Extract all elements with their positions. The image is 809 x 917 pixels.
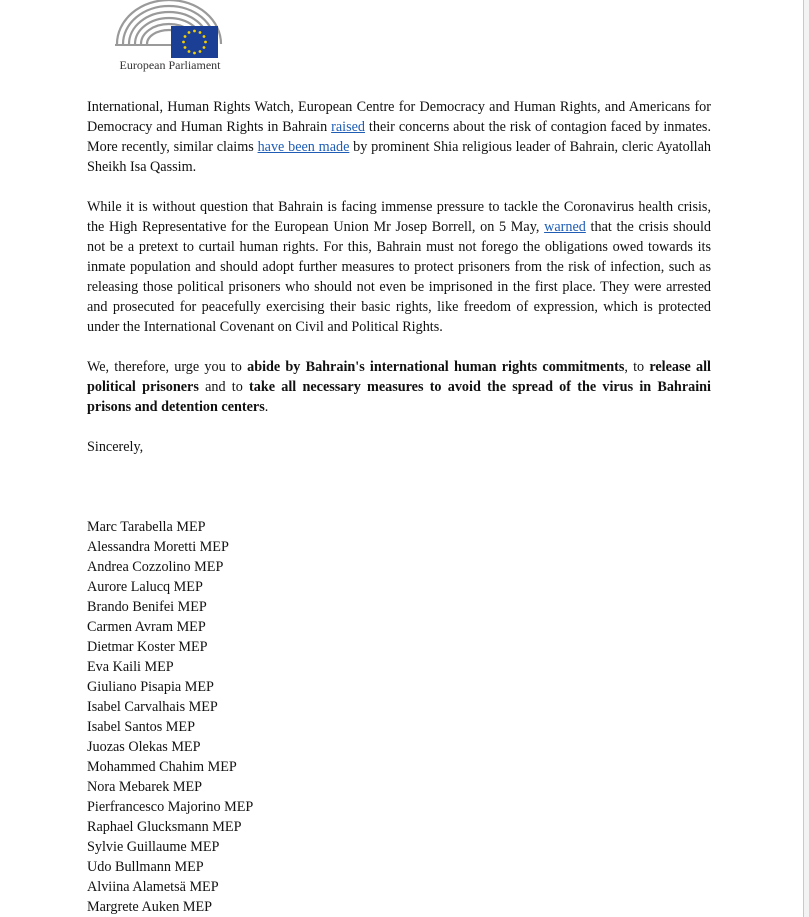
signatory: Nora Mebarek MEP xyxy=(87,779,203,795)
p3-bold-1: abide by Bahrain's international human rights commitments xyxy=(247,359,625,375)
p3-text-1: We, therefore, urge you to xyxy=(87,359,248,375)
p3-text-2: , to xyxy=(624,359,650,375)
signatory-list xyxy=(87,517,487,917)
signatory: Carmen Avram MEP xyxy=(87,619,206,635)
signatory: Raphael Glucksmann MEP xyxy=(87,819,242,835)
p3-text-4: . xyxy=(264,399,269,415)
signatory: Eva Kaili MEP xyxy=(87,659,174,675)
p3-text-3: and to xyxy=(198,379,250,395)
signatory: Marc Tarabella MEP xyxy=(87,519,206,535)
european-parliament-logo xyxy=(112,0,227,75)
parliament-emblem-icon xyxy=(112,0,227,60)
signatory: Aurore Lalucq MEP xyxy=(87,579,203,595)
closing: Sincerely, xyxy=(87,439,144,455)
p2-text-2: that the crisis should not be a pretext to curtail human rights. For this, Bahrain must not forego the obligations owed towards its inmate population and should adopt further measures to protect prisoners from the risk of infection, such as releasing those political prisoners who should not even be imprisoned in the first place. They were arrested and prosecuted for peacefully exercising their basic rights, like freedom of expression, which is protected under the International Covenant on Civil and Political Rights. xyxy=(87,219,711,335)
paragraph-1 xyxy=(87,97,711,177)
signatory: Alviina Alametsä MEP xyxy=(87,879,219,895)
signatory: Isabel Santos MEP xyxy=(87,719,195,735)
signatory: Alessandra Moretti MEP xyxy=(87,539,229,555)
signatory: Giuliano Pisapia MEP xyxy=(87,679,214,695)
paragraph-2 xyxy=(87,197,711,337)
warned-link[interactable]: warned xyxy=(544,219,586,235)
paragraph-3 xyxy=(87,357,711,417)
signatory: Andrea Cozzolino MEP xyxy=(87,559,224,575)
signatory: Pierfrancesco Majorino MEP xyxy=(87,799,254,815)
p1-text-2: their concerns about the risk of contagion faced by inmates. More recently, similar claims xyxy=(87,119,711,155)
letter-body xyxy=(87,97,711,457)
signatory: Mohammed Chahim MEP xyxy=(87,759,237,775)
raised-link[interactable]: raised xyxy=(331,119,365,135)
p3-bold-3: take all necessary measures to avoid the spread of the virus in Bahraini prisons and detention centers xyxy=(87,379,711,415)
signatory: Dietmar Koster MEP xyxy=(87,639,208,655)
p1-text-3: by prominent Shia religious leader of Bahrain, cleric Ayatollah Sheikh Isa Qassim. xyxy=(87,139,711,175)
have-been-made-link[interactable]: have been made xyxy=(257,139,350,155)
signatory: Brando Benifei MEP xyxy=(87,599,207,615)
p1-text-1: International, Human Rights Watch, European Centre for Democracy and Human Rights, and Americans for Democracy and Human Rights in Bahrain xyxy=(87,99,711,135)
signatory: Udo Bullmann MEP xyxy=(87,859,204,875)
signatory: Juozas Olekas MEP xyxy=(87,739,201,755)
logo-text: European Parliament xyxy=(119,58,221,72)
p2-text-1: While it is without question that Bahrain is facing immense pressure to tackle the Coronavirus health crisis, the High Representative for the European Union Mr Josep Borrell, on 5 May, xyxy=(87,199,711,235)
signatory: Sylvie Guillaume MEP xyxy=(87,839,220,855)
page-edge xyxy=(803,0,809,917)
signatory: Margrete Auken MEP xyxy=(87,899,213,915)
signatory: Isabel Carvalhais MEP xyxy=(87,699,218,715)
p3-bold-2: release all political prisoners xyxy=(87,359,711,395)
